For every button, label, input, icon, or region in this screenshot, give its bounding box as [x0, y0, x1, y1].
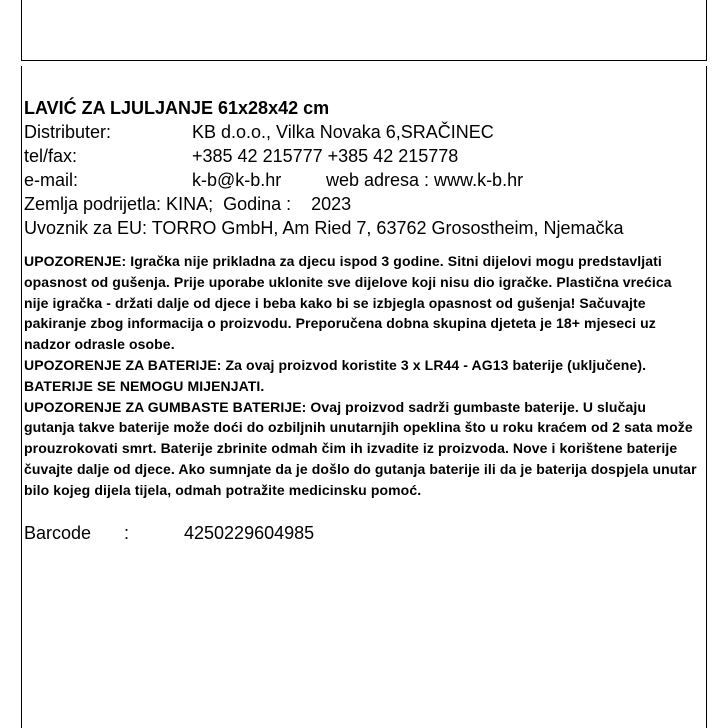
email-label: e-mail: [24, 170, 79, 190]
email-value: k-b@k-b.hr [192, 170, 282, 190]
phone-value: +385 42 215777 +385 42 215778 [192, 146, 459, 166]
barcode-separator: : [124, 522, 130, 543]
importer-text: Uvoznik za EU: TORRO GmbH, Am Ried 7, 63762 Grosostheim, Njemačka [24, 218, 624, 238]
phone-row [24, 144, 700, 168]
web-address: web adresa : www.k-b.hr [326, 170, 524, 190]
upper-label-frame [21, 0, 707, 61]
barcode-label: Barcode [24, 522, 92, 543]
general-warning: UPOZORENJE: Igračka nije prikladna za djecu ispod 3 godine. Sitni dijelovi mogu predstavljati opasnost od gušenja. Prije uporabe uklonite sve dijelove koji nisu dio igračke. Plastična vrećica nije igračka - držati dalje od djece i beba kako bi se izbjegla opasnost od gušenja! Sačuvajte pakiranje zbog informacija o proizvodu. Preporučena dobna skupina djeteta je 18+ mjeseci uz nadzor odrasle osobe. [24, 253, 672, 353]
warnings-block [24, 251, 700, 501]
origin-row [24, 192, 700, 216]
barcode-value: 4250229604985 [184, 522, 315, 543]
product-label [24, 96, 700, 545]
battery-warning: UPOZORENJE ZA BATERIJE: Za ovaj proizvod koristite 3 x LR44 - AG13 baterije (uključene). BATERIJE SE NEMOGU MIJENJATI. [24, 356, 647, 394]
button-battery-warning: UPOZORENJE ZA GUMBASTE BATERIJE: Ovaj proizvod sadrži gumbaste baterije. U slučaju gutanja takve baterije može doći do ozbiljnih unutarnjih opeklina što u roku kraćem od 2 sata može prouzrokovati smrt. Baterije zbrinite odmah čim ih izvadite iz proizvoda. Nove i korištene baterije čuvajte dalje od djece. Ako sumnjate da je došlo do gutanja baterije ili da je baterija dospjela unutar bilo kojeg dijela tijela, odmah potražite medicinsku pomoć. [24, 398, 697, 498]
contact-row [24, 168, 700, 192]
origin-text: Zemlja podrijetla: KINA; Godina : 2023 [24, 194, 352, 214]
product-title: LAVIĆ ZA LJULJANJE 61x28x42 cm [24, 98, 330, 118]
phone-label: tel/fax: [24, 146, 78, 166]
distributor-row [24, 120, 700, 144]
distributor-value: KB d.o.o., Vilka Novaka 6,SRAČINEC [192, 122, 494, 142]
distributor-label: Distributer: [24, 122, 112, 142]
barcode-row [24, 521, 700, 545]
